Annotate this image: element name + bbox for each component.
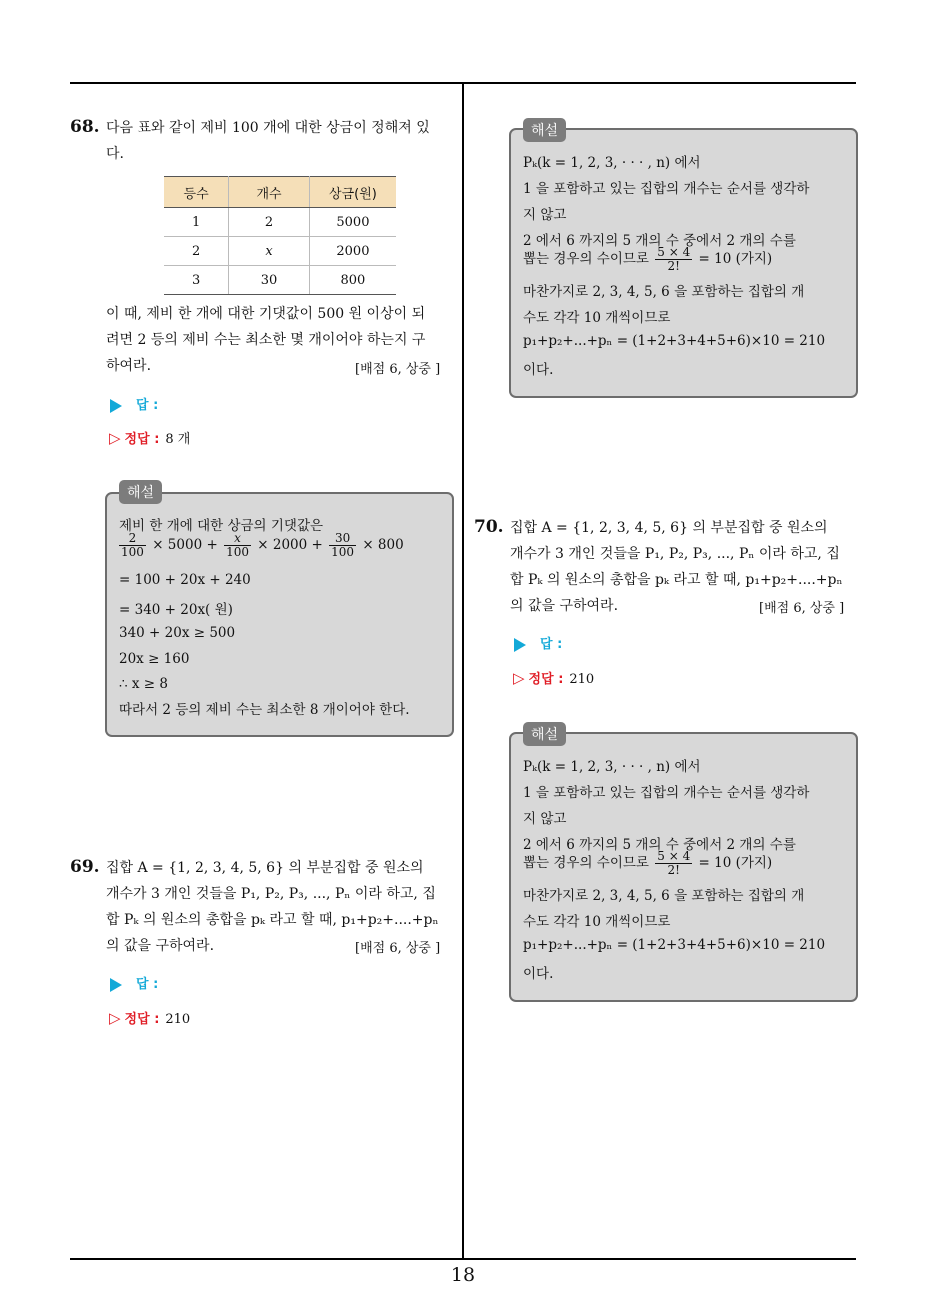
table-cell: 2000: [309, 237, 396, 266]
explanation-line: 1 을 포함하고 있는 집합의 개수는 순서를 생각하: [523, 181, 810, 197]
problem-line: 합 Pₖ 의 원소의 총합을 pₖ 라고 할 때, p₁+p₂+....+pₙ: [106, 912, 439, 928]
problem-text: [106, 115, 456, 167]
table-header-row: [164, 177, 396, 208]
explanation-line: p₁+p₂+...+pₙ = (1+2+3+4+5+6)×10 = 210: [523, 937, 826, 953]
table-cell: 30: [229, 266, 310, 295]
explanation-line: 1 을 포함하고 있는 집합의 개수는 순서를 생각하: [523, 785, 810, 801]
explanation-line: = 340 + 20x( 원): [119, 602, 233, 618]
correct-label: 정답 :: [124, 1012, 160, 1027]
explanation-line: 2 에서 6 까지의 5 개의 수 중에서 2 개의 수를: [523, 837, 796, 853]
fraction: $\frac{5 \times 4}{2!}$: [657, 849, 691, 877]
bottom-rule: [70, 1258, 856, 1260]
correct-answer-row: [109, 1008, 190, 1027]
table-cell: 1: [164, 208, 229, 237]
problem-line: 하여라.: [106, 358, 152, 374]
table-row: [164, 237, 396, 266]
column-divider: [462, 82, 464, 1259]
table-cell: x: [229, 237, 310, 266]
fraction: $\frac{5 \times 4}{2!}$: [657, 245, 691, 273]
problem-line: 개수가 3 개인 것들을 P₁, P₂, P₃, ..., Pₙ 이라 하고, 집: [106, 886, 436, 902]
table-cell: 800: [309, 266, 396, 295]
explanation-line: 340 + 20x ≥ 500: [119, 625, 236, 641]
explanation-tag: 해설: [523, 722, 566, 746]
outline-triangle-icon: ▷: [109, 429, 121, 447]
explanation-tag: 해설: [523, 118, 566, 142]
explanation-line: 제비 한 개에 대한 상금의 기댓값은: [119, 518, 324, 534]
explanation-line: 마찬가지로 2, 3, 4, 5, 6 을 포함하는 집합의 개: [523, 888, 805, 904]
explanation-line: 이다.: [523, 362, 554, 378]
expectation-formula: $\frac{2}{100}$ × 5000 + $\frac{x}{100}$ × 2000 + $\frac{30}{100}$ × 800: [121, 531, 404, 559]
answer-row: [110, 394, 158, 413]
answer-row: [514, 633, 562, 652]
answer-label: 답 :: [136, 977, 159, 992]
outline-triangle-icon: ▷: [513, 669, 525, 687]
play-triangle-icon: [110, 978, 122, 992]
correct-value: 210: [569, 672, 595, 687]
explanation-line: 뽑는 경우의 수이므로 $\frac{5 \times 4}{2!}$ = 10 (가지): [523, 849, 773, 877]
correct-answer-row: [109, 428, 190, 447]
correct-answer-row: [513, 668, 594, 687]
explanation-line: 지 않고: [523, 207, 567, 223]
problem-number: 69.: [70, 857, 100, 877]
problem-line: 다.: [106, 146, 124, 162]
answer-label: 답 :: [540, 637, 563, 652]
explanation-line: 지 않고: [523, 811, 567, 827]
outline-triangle-icon: ▷: [109, 1009, 121, 1027]
explanation-line: ∴ x ≥ 8: [119, 676, 168, 692]
explanation-line: 따라서 2 등의 제비 수는 최소한 8 개이어야 한다.: [119, 702, 410, 718]
problem-line: 다음 표와 같이 제비 100 개에 대한 상금이 정해져 있: [106, 120, 430, 136]
problem-line: 집합 A = {1, 2, 3, 4, 5, 6} 의 부분집합 중 원소의: [106, 860, 424, 876]
table-cell: 5000: [309, 208, 396, 237]
correct-label: 정답 :: [124, 432, 160, 447]
explanation-line: 20x ≥ 160: [119, 651, 190, 667]
explanation-line: 수도 각각 10 개씩이므로: [523, 914, 671, 930]
table-header: 등수: [164, 177, 229, 208]
answer-row: [110, 973, 158, 992]
problem-line: 의 값을 구하여라.: [106, 938, 215, 954]
play-triangle-icon: [110, 399, 122, 413]
table-cell: 3: [164, 266, 229, 295]
explanation-tag: 해설: [119, 480, 162, 504]
explanation-line: 수도 각각 10 개씩이므로: [523, 310, 671, 326]
explanation-line: = 100 + 20x + 240: [119, 572, 251, 588]
explanation-box: [509, 123, 858, 398]
correct-value: 8 개: [165, 432, 191, 447]
answer-label: 답 :: [136, 398, 159, 413]
problem-line: 려면 2 등의 제비 수는 최소한 몇 개이어야 하는지 구: [106, 332, 426, 348]
table-row: [164, 208, 396, 237]
prize-table: [164, 176, 396, 295]
correct-value: 210: [165, 1012, 191, 1027]
problem-line: 의 값을 구하여라.: [510, 598, 619, 614]
explanation-line: 2 에서 6 까지의 5 개의 수 중에서 2 개의 수를: [523, 233, 796, 249]
explanation-box: [509, 727, 858, 1002]
correct-label: 정답 :: [528, 672, 564, 687]
problem-line: 합 Pₖ 의 원소의 총합을 pₖ 라고 할 때, p₁+p₂+....+pₙ: [510, 572, 843, 588]
explanation-box: [105, 485, 454, 737]
fraction: $\frac{2}{100}$: [121, 531, 144, 559]
score-meta: [배점 6, 상중 ]: [759, 601, 845, 616]
table-cell: 2: [229, 208, 310, 237]
table-header: 상금(원): [309, 177, 396, 208]
explanation-line: Pₖ(k = 1, 2, 3, · · · , n) 에서: [523, 759, 701, 775]
page-number: 18: [450, 1264, 476, 1286]
problem-line: 집합 A = {1, 2, 3, 4, 5, 6} 의 부분집합 중 원소의: [510, 520, 828, 536]
score-meta: [배점 6, 상중 ]: [355, 362, 441, 377]
table-cell: 2: [164, 237, 229, 266]
table-header: 개수: [229, 177, 310, 208]
explanation-line: p₁+p₂+...+pₙ = (1+2+3+4+5+6)×10 = 210: [523, 333, 826, 349]
problem-line: 개수가 3 개인 것들을 P₁, P₂, P₃, ..., Pₙ 이라 하고, 집: [510, 546, 840, 562]
problem-line: 이 때, 제비 한 개에 대한 기댓값이 500 원 이상이 되: [106, 306, 426, 322]
explanation-line: 이다.: [523, 966, 554, 982]
fraction: $\frac{x}{100}$: [226, 531, 249, 559]
score-meta: [배점 6, 상중 ]: [355, 941, 441, 956]
explanation-line: 마찬가지로 2, 3, 4, 5, 6 을 포함하는 집합의 개: [523, 284, 805, 300]
play-triangle-icon: [514, 638, 526, 652]
problem-number: 70.: [474, 517, 504, 537]
explanation-line: 뽑는 경우의 수이므로 $\frac{5 \times 4}{2!}$ = 10 (가지): [523, 245, 773, 273]
table-row: [164, 266, 396, 295]
fraction: $\frac{30}{100}$: [331, 531, 355, 559]
problem-number: 68.: [70, 117, 100, 137]
explanation-line: Pₖ(k = 1, 2, 3, · · · , n) 에서: [523, 155, 701, 171]
